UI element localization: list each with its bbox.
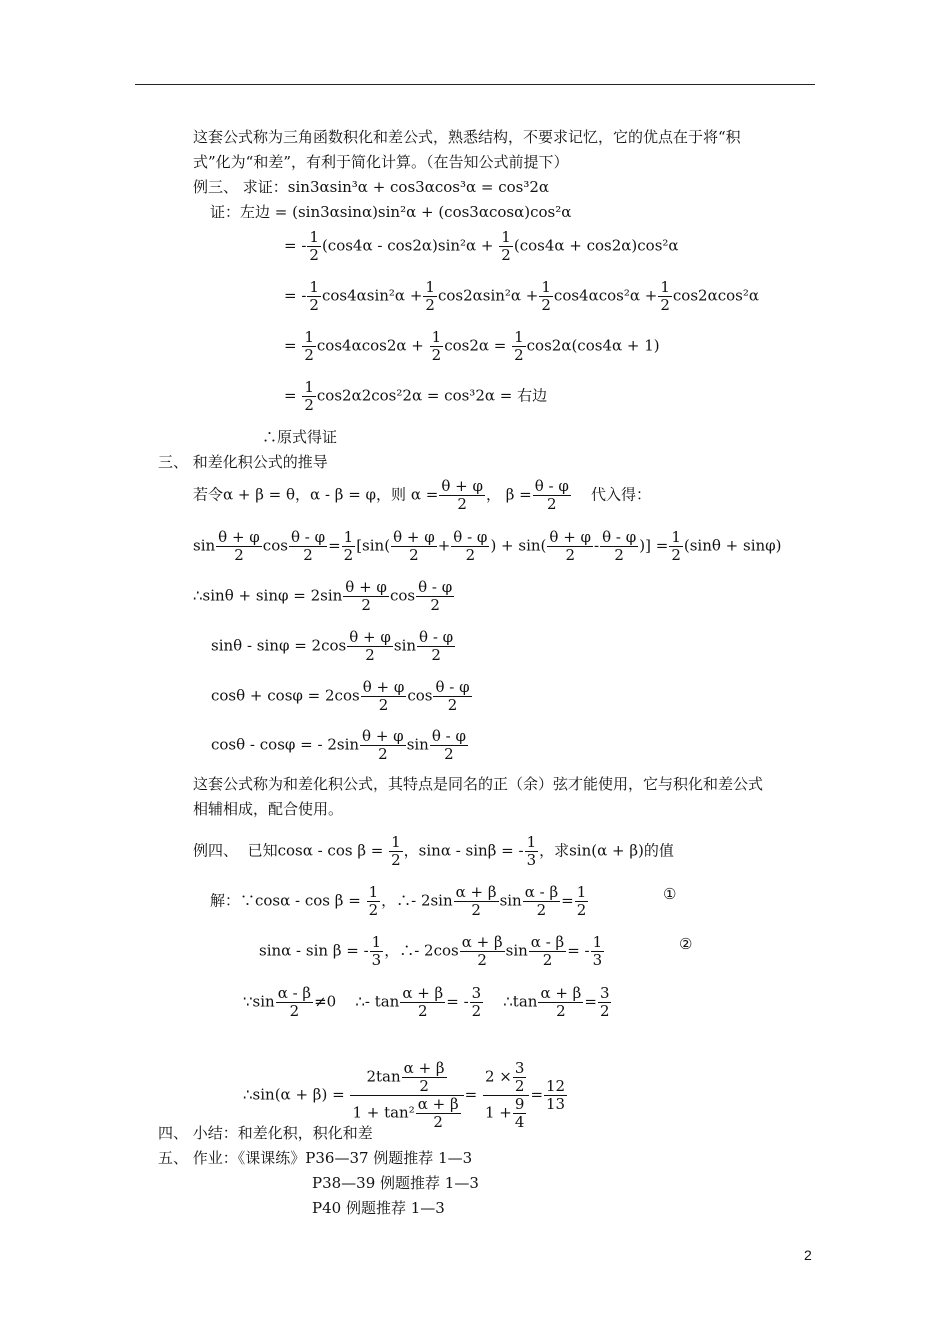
formula-sum-sin: ∴sinθ + sinφ = 2sin $\frac{\theta + \varphi}{2}$ cos $\frac{\theta - \varphi}{2}$ (193, 578, 453, 614)
substitution-line: 若令α + β = θ，α - β = φ，则 α = $\frac{\theta + \varphi}{2}$ ， β = $\frac{\theta - \varphi}{2}$ 代入得： (193, 477, 651, 513)
example-4-statement: 例四、 已知cosα - cos β = $\frac{1}{2}$ ，sinα - sinβ = - $\frac{1}{3}$ ，求sin(α + β)的值 (193, 833, 674, 869)
solution-step-3: ∵sin $\frac{\alpha - \beta}{2}$ ≠0 ∴- tan $\frac{\alpha + \beta}{2}$ = - $\frac{3}{2}$ ∴tan $\frac{\alpha + \beta}{2}$ = $\frac{3}{2}$ (243, 984, 610, 1020)
proof-line-5: = $\frac{1}{2}$ cos2α2cos²2α = cos³2α = 右边 (284, 378, 548, 414)
formula-diff-cos: cosθ - cosφ = - 2sin $\frac{\theta + \varphi}{2}$ sin $\frac{\theta - \varphi}{2}$ (211, 727, 466, 763)
section-heading: 三、 和差化积公式的推导 (158, 453, 328, 471)
homework-line-3: P40 例题推荐 1—3 (312, 1199, 445, 1217)
proof-line-4: = $\frac{1}{2}$ cos4αcos2α + $\frac{1}{2}$ cos2α = $\frac{1}{2}$ cos2α(cos4α + 1) (284, 328, 660, 364)
solution-step-1: 解：∵cosα - cos β = $\frac{1}{2}$ ，∴- 2sin $\frac{\alpha + \beta}{2}$ sin $\frac{\alpha - \beta}{2}$ = $\frac{1}{2}$ (210, 883, 587, 919)
homework-line-2: P38—39 例题推荐 1—3 (312, 1174, 479, 1192)
homework-line-1: 五、 作业：《课课练》P36—37 例题推荐 1—3 (158, 1149, 473, 1167)
solution-step-4: ∴sin(α + β) = 2tan $\frac{\alpha + \beta}{2}$ 1 + tan² $\frac{\alpha + \beta}{2}$ = 2 × $\frac{3}{2}$ 1 + $\frac{9}{4}$ = $\frac{12}{13}$ (243, 1059, 566, 1131)
solution-step-2: sinα - sin β = - $\frac{1}{3}$ ，∴- 2cos $\frac{\alpha + \beta}{2}$ sin $\frac{\alpha - \beta}{2}$ = - $\frac{1}{3}$ (259, 933, 603, 969)
formula-diff-sin: sinθ - sinφ = 2cos $\frac{\theta + \varphi}{2}$ sin $\frac{\theta - \varphi}{2}$ (211, 628, 454, 664)
header-rule (135, 84, 815, 85)
equation-marker-1: ① (663, 885, 677, 903)
paragraph-line: 式”化为“和差”，有利于简化计算。（在告知公式前提下） (193, 153, 569, 171)
proof-line-3: = - $\frac{1}{2}$ cos4αsin²α + $\frac{1}{2}$ cos2αsin²α + $\frac{1}{2}$ cos4αcos²α + $\frac{1}{2}$ cos2αcos²α (284, 278, 759, 314)
derivation-line: sin $\frac{\theta + \varphi}{2}$ cos $\frac{\theta - \varphi}{2}$ = $\frac{1}{2}$ [sin( $\frac{\theta + \varphi}{2}$ + $\frac{\theta - \varphi}{2}$ ) + sin( $\frac{\theta + \varphi}{2}$ - $\frac{\theta - \varphi}{2}$ )] = $\frac{1}{2}$ (sinθ + sinφ) (193, 528, 782, 564)
equation-marker-2: ② (679, 935, 693, 953)
page-number: 2 (804, 1247, 812, 1263)
proof-conclusion: ∴原式得证 (262, 428, 338, 446)
proof-line-1: 证：左边 = (sin3αsinα)sin²α + (cos3αcosα)cos²α (210, 203, 572, 221)
summary-line: 四、 小结：和差化积，积化和差 (158, 1124, 373, 1142)
formula-sum-cos: cosθ + cosφ = 2cos $\frac{\theta + \varphi}{2}$ cos $\frac{\theta - \varphi}{2}$ (211, 678, 470, 714)
proof-line-2: = - $\frac{1}{2}$ (cos4α - cos2α)sin²α + $\frac{1}{2}$ (cos4α + cos2α)cos²α (284, 228, 679, 264)
paragraph-line: 相辅相成，配合使用。 (193, 800, 344, 818)
example-3-statement: 例三、 求证：sin3αsin³α + cos3αcos³α = cos³2α (193, 178, 550, 196)
paragraph-line: 这套公式称为和差化积公式，其特点是同名的正（余）弦才能使用，它与积化和差公式 (193, 775, 764, 793)
paragraph-line: 这套公式称为三角函数积化和差公式，熟悉结构，不要求记忆，它的优点在于将“积 (193, 128, 741, 146)
